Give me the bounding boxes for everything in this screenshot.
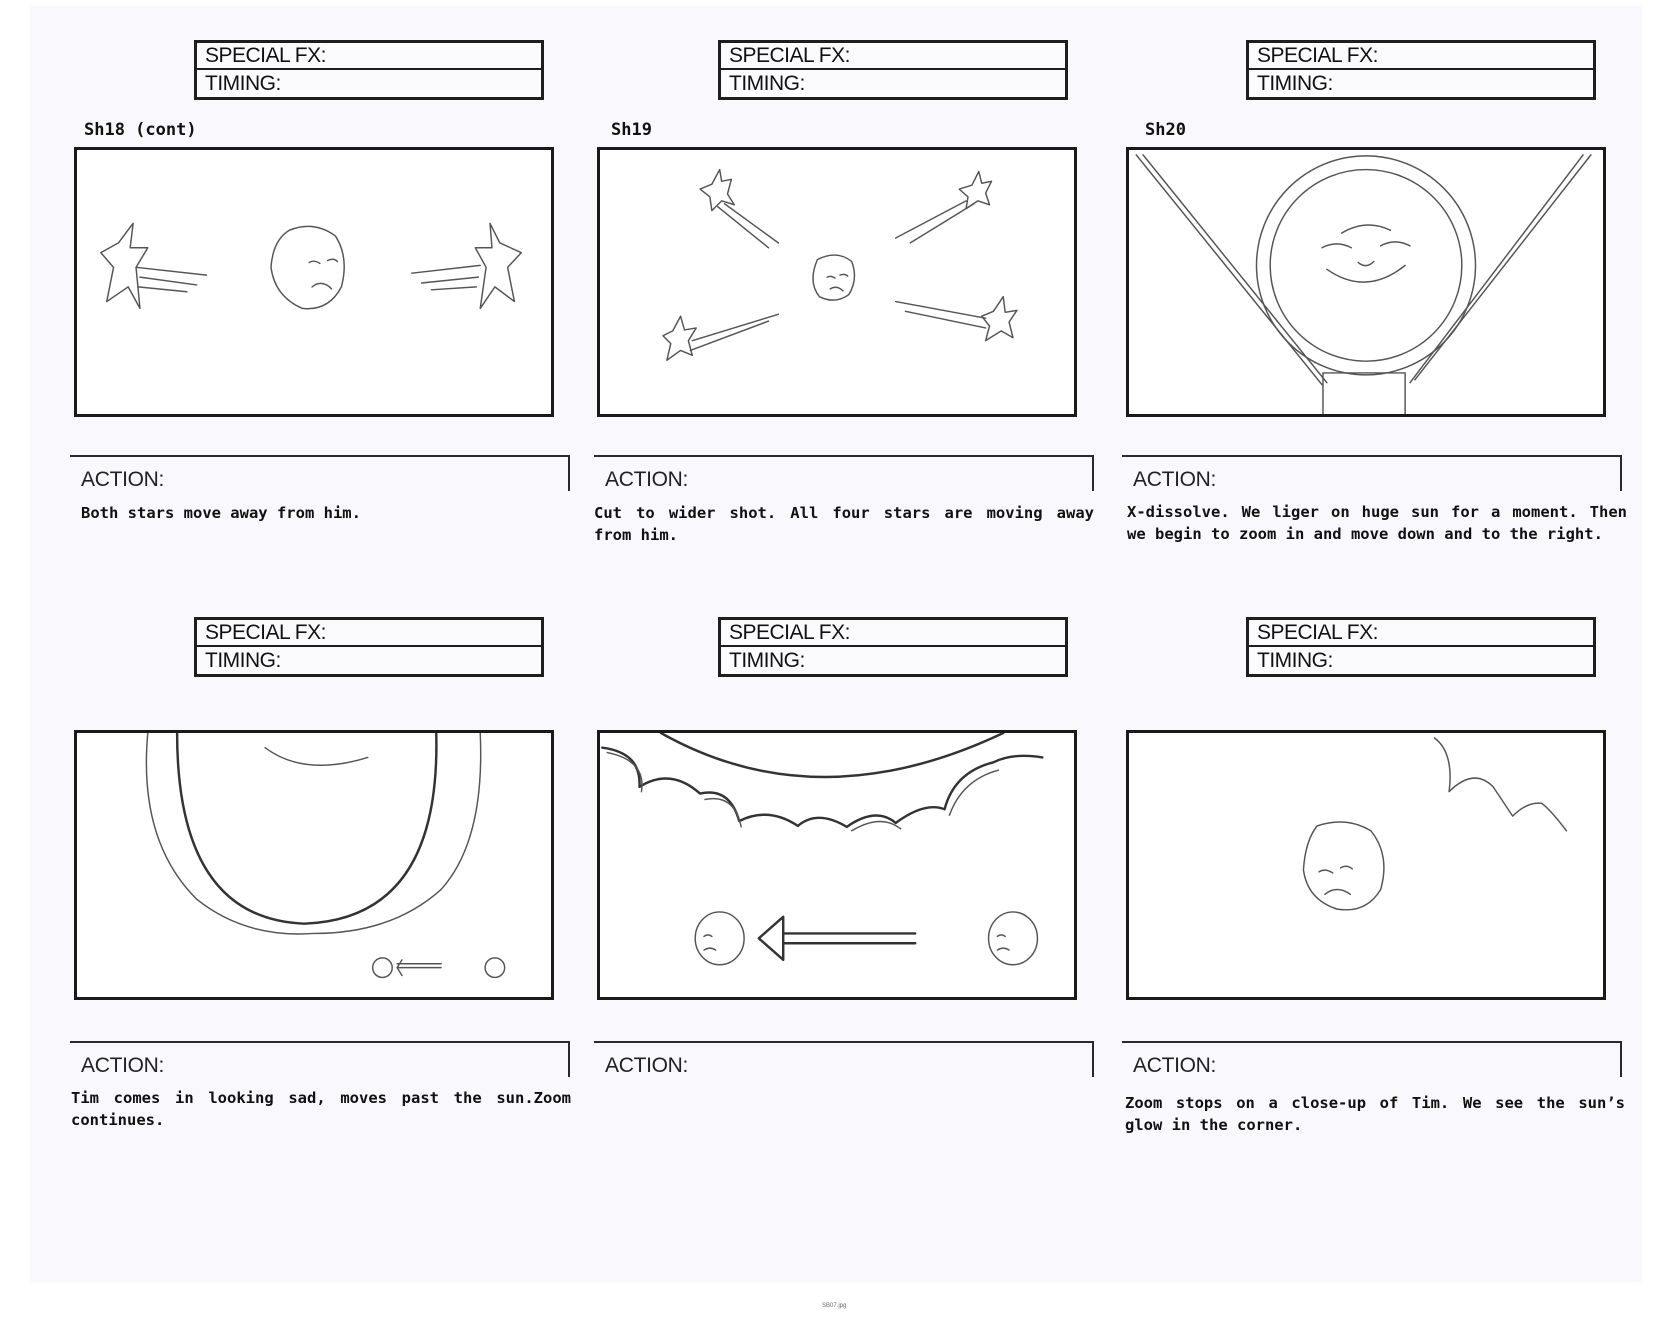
special-fx-label: SPECIAL FX: [197,620,541,647]
fx-timing-box [1246,40,1596,100]
action-label: ACTION: [81,1054,165,1077]
panel-frame-sh19 [597,147,1077,417]
sketch-four-stars-wide [600,150,1074,414]
shot-label: Sh18 (cont) [84,120,197,140]
timing-label: TIMING: [729,648,805,672]
shot-label: Sh19 [611,120,652,140]
special-fx-label: SPECIAL FX: [721,620,1065,647]
file-name-note: SB07.jpg [822,1303,847,1309]
action-label: ACTION: [605,1054,689,1077]
timing-label: TIMING: [205,71,281,95]
sketch-tim-passes-sun [77,733,551,997]
panel-frame-sh18 [74,147,554,417]
fx-timing-box [1246,617,1596,677]
fx-timing-box [194,40,544,100]
action-label: ACTION: [1133,1054,1217,1077]
timing-label: TIMING: [1257,71,1333,95]
fx-timing-box [718,40,1068,100]
panel-frame-sun-pass [74,730,554,1000]
fx-timing-box [194,617,544,677]
special-fx-label: SPECIAL FX: [721,43,1065,70]
panel-frame-closeup-tim [1126,730,1606,1000]
special-fx-label: SPECIAL FX: [1249,620,1593,647]
action-description: X-dissolve. We liger on huge sun for a moment. Then we begin to zoom in and move down and to the right. [1127,503,1627,543]
fx-timing-box [718,617,1068,677]
action-label: ACTION: [81,468,165,491]
action-description: Zoom stops on a close-up of Tim. We see the sun’s glow in the corner. [1125,1094,1625,1134]
special-fx-label: SPECIAL FX: [197,43,541,70]
sketch-huge-sun [1129,150,1603,414]
sketch-sun-edge-tim-moving [600,733,1074,997]
action-description: Both stars move away from him. [81,504,361,522]
timing-label: TIMING: [1257,648,1333,672]
action-label: ACTION: [605,468,689,491]
sketch-tim-closeup-sun-glow [1129,733,1603,997]
action-label: ACTION: [1133,468,1217,491]
timing-label: TIMING: [729,71,805,95]
action-description: Cut to wider shot. All four stars are moving away from him. [594,504,1094,544]
panel-frame-sun-edge [597,730,1077,1000]
special-fx-label: SPECIAL FX: [1249,43,1593,70]
sketch-stars-moving-away [77,150,551,414]
action-description: Tim comes in looking sad, moves past the sun.Zoom continues. [71,1089,571,1129]
timing-label: TIMING: [205,648,281,672]
shot-label: Sh20 [1145,120,1186,140]
panel-frame-sh20 [1126,147,1606,417]
